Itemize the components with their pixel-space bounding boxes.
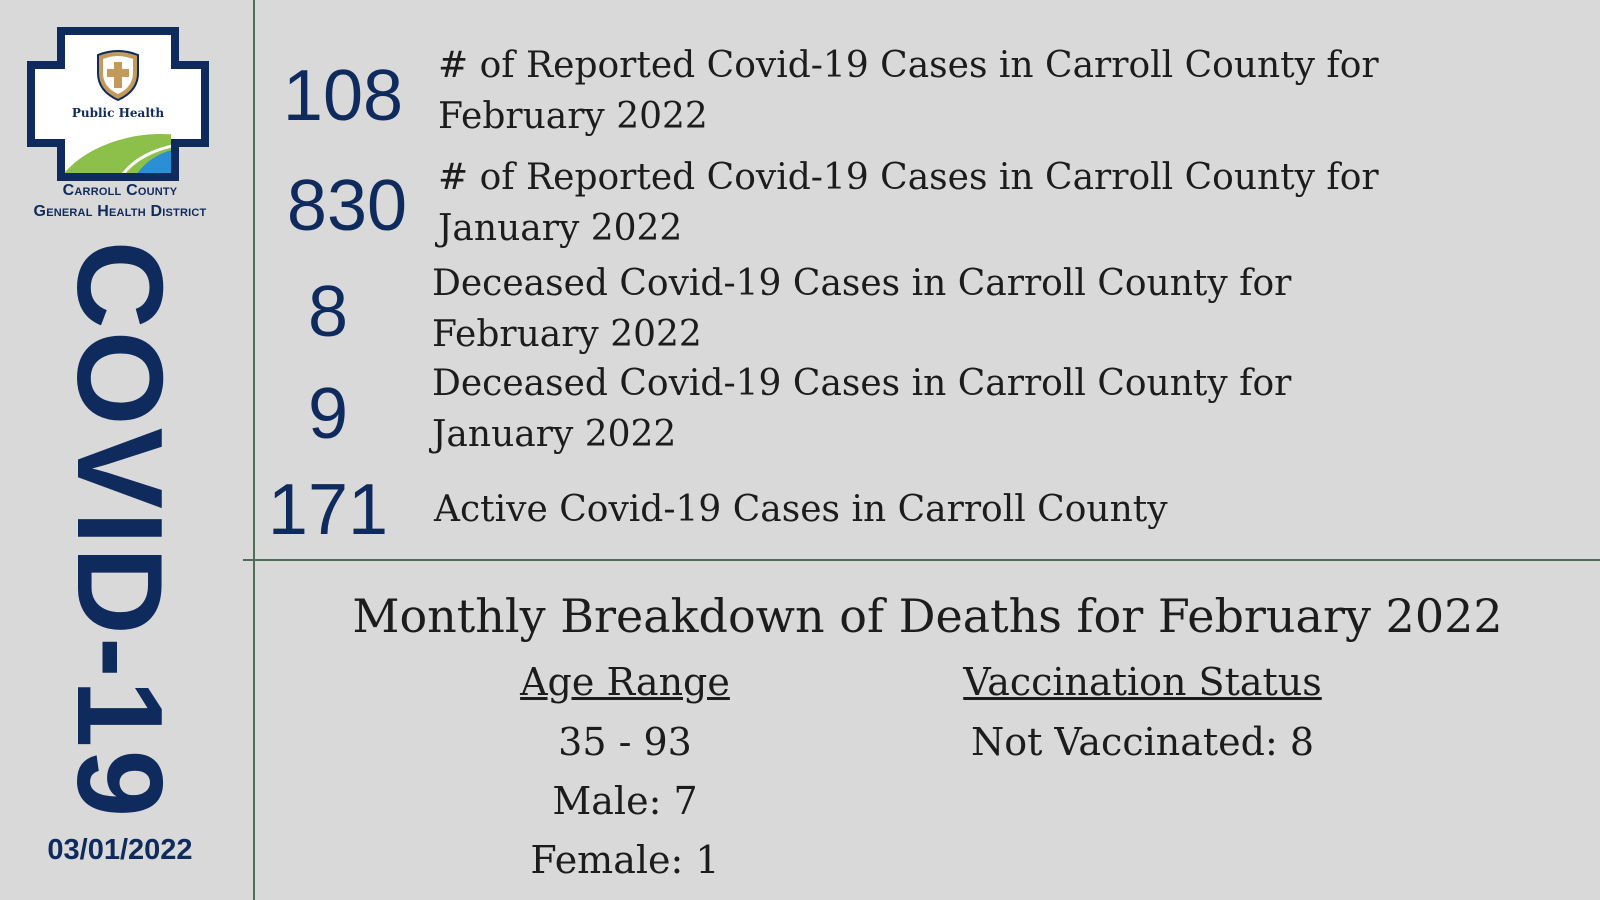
org-name-line1: Carroll County [62, 182, 178, 199]
stat-description [434, 484, 1574, 535]
stat-description [438, 40, 1578, 142]
stat-description [432, 258, 1572, 360]
stat-line: Deceased Covid-19 Cases in Carroll County for [432, 263, 1292, 304]
public-health-logo [25, 25, 211, 195]
vaccination-status-header: Vaccination Status [963, 660, 1322, 704]
stat-line: Deceased Covid-19 Cases in Carroll County for [432, 363, 1292, 404]
stat-description [432, 358, 1572, 460]
logo-text: Public Health [71, 106, 165, 120]
stat-line: January 2022 [432, 414, 677, 455]
stat-value: 8 [307, 272, 349, 352]
stat-line: January 2022 [438, 208, 683, 249]
stat-value: 9 [307, 374, 349, 454]
stat-description [438, 152, 1578, 254]
vertical-divider [253, 0, 255, 900]
report-date: 03/01/2022 [47, 834, 193, 866]
female-count: Female: 1 [530, 838, 720, 882]
stat-line: # of Reported Covid-19 Cases in Carroll County for [438, 157, 1379, 198]
stat-line: Active Covid-19 Cases in Carroll County [434, 489, 1168, 530]
breakdown-title: Monthly Breakdown of Deaths for February 2022 [352, 589, 1503, 643]
male-count: Male: 7 [552, 779, 698, 823]
covid-vertical-title: COVID-19 [52, 240, 188, 820]
stat-value: 108 [282, 56, 404, 136]
age-range-header: Age Range [520, 660, 730, 704]
not-vaccinated-count: Not Vaccinated: 8 [970, 720, 1315, 764]
org-name-line2: General Health District [33, 203, 207, 220]
stat-line: February 2022 [432, 314, 702, 355]
horizontal-divider [243, 559, 1600, 561]
stat-line: # of Reported Covid-19 Cases in Carroll County for [438, 45, 1379, 86]
stat-value: 171 [267, 470, 389, 550]
stat-line: February 2022 [438, 96, 708, 137]
age-range-value: 35 - 93 [558, 720, 692, 764]
stat-value: 830 [286, 166, 408, 246]
